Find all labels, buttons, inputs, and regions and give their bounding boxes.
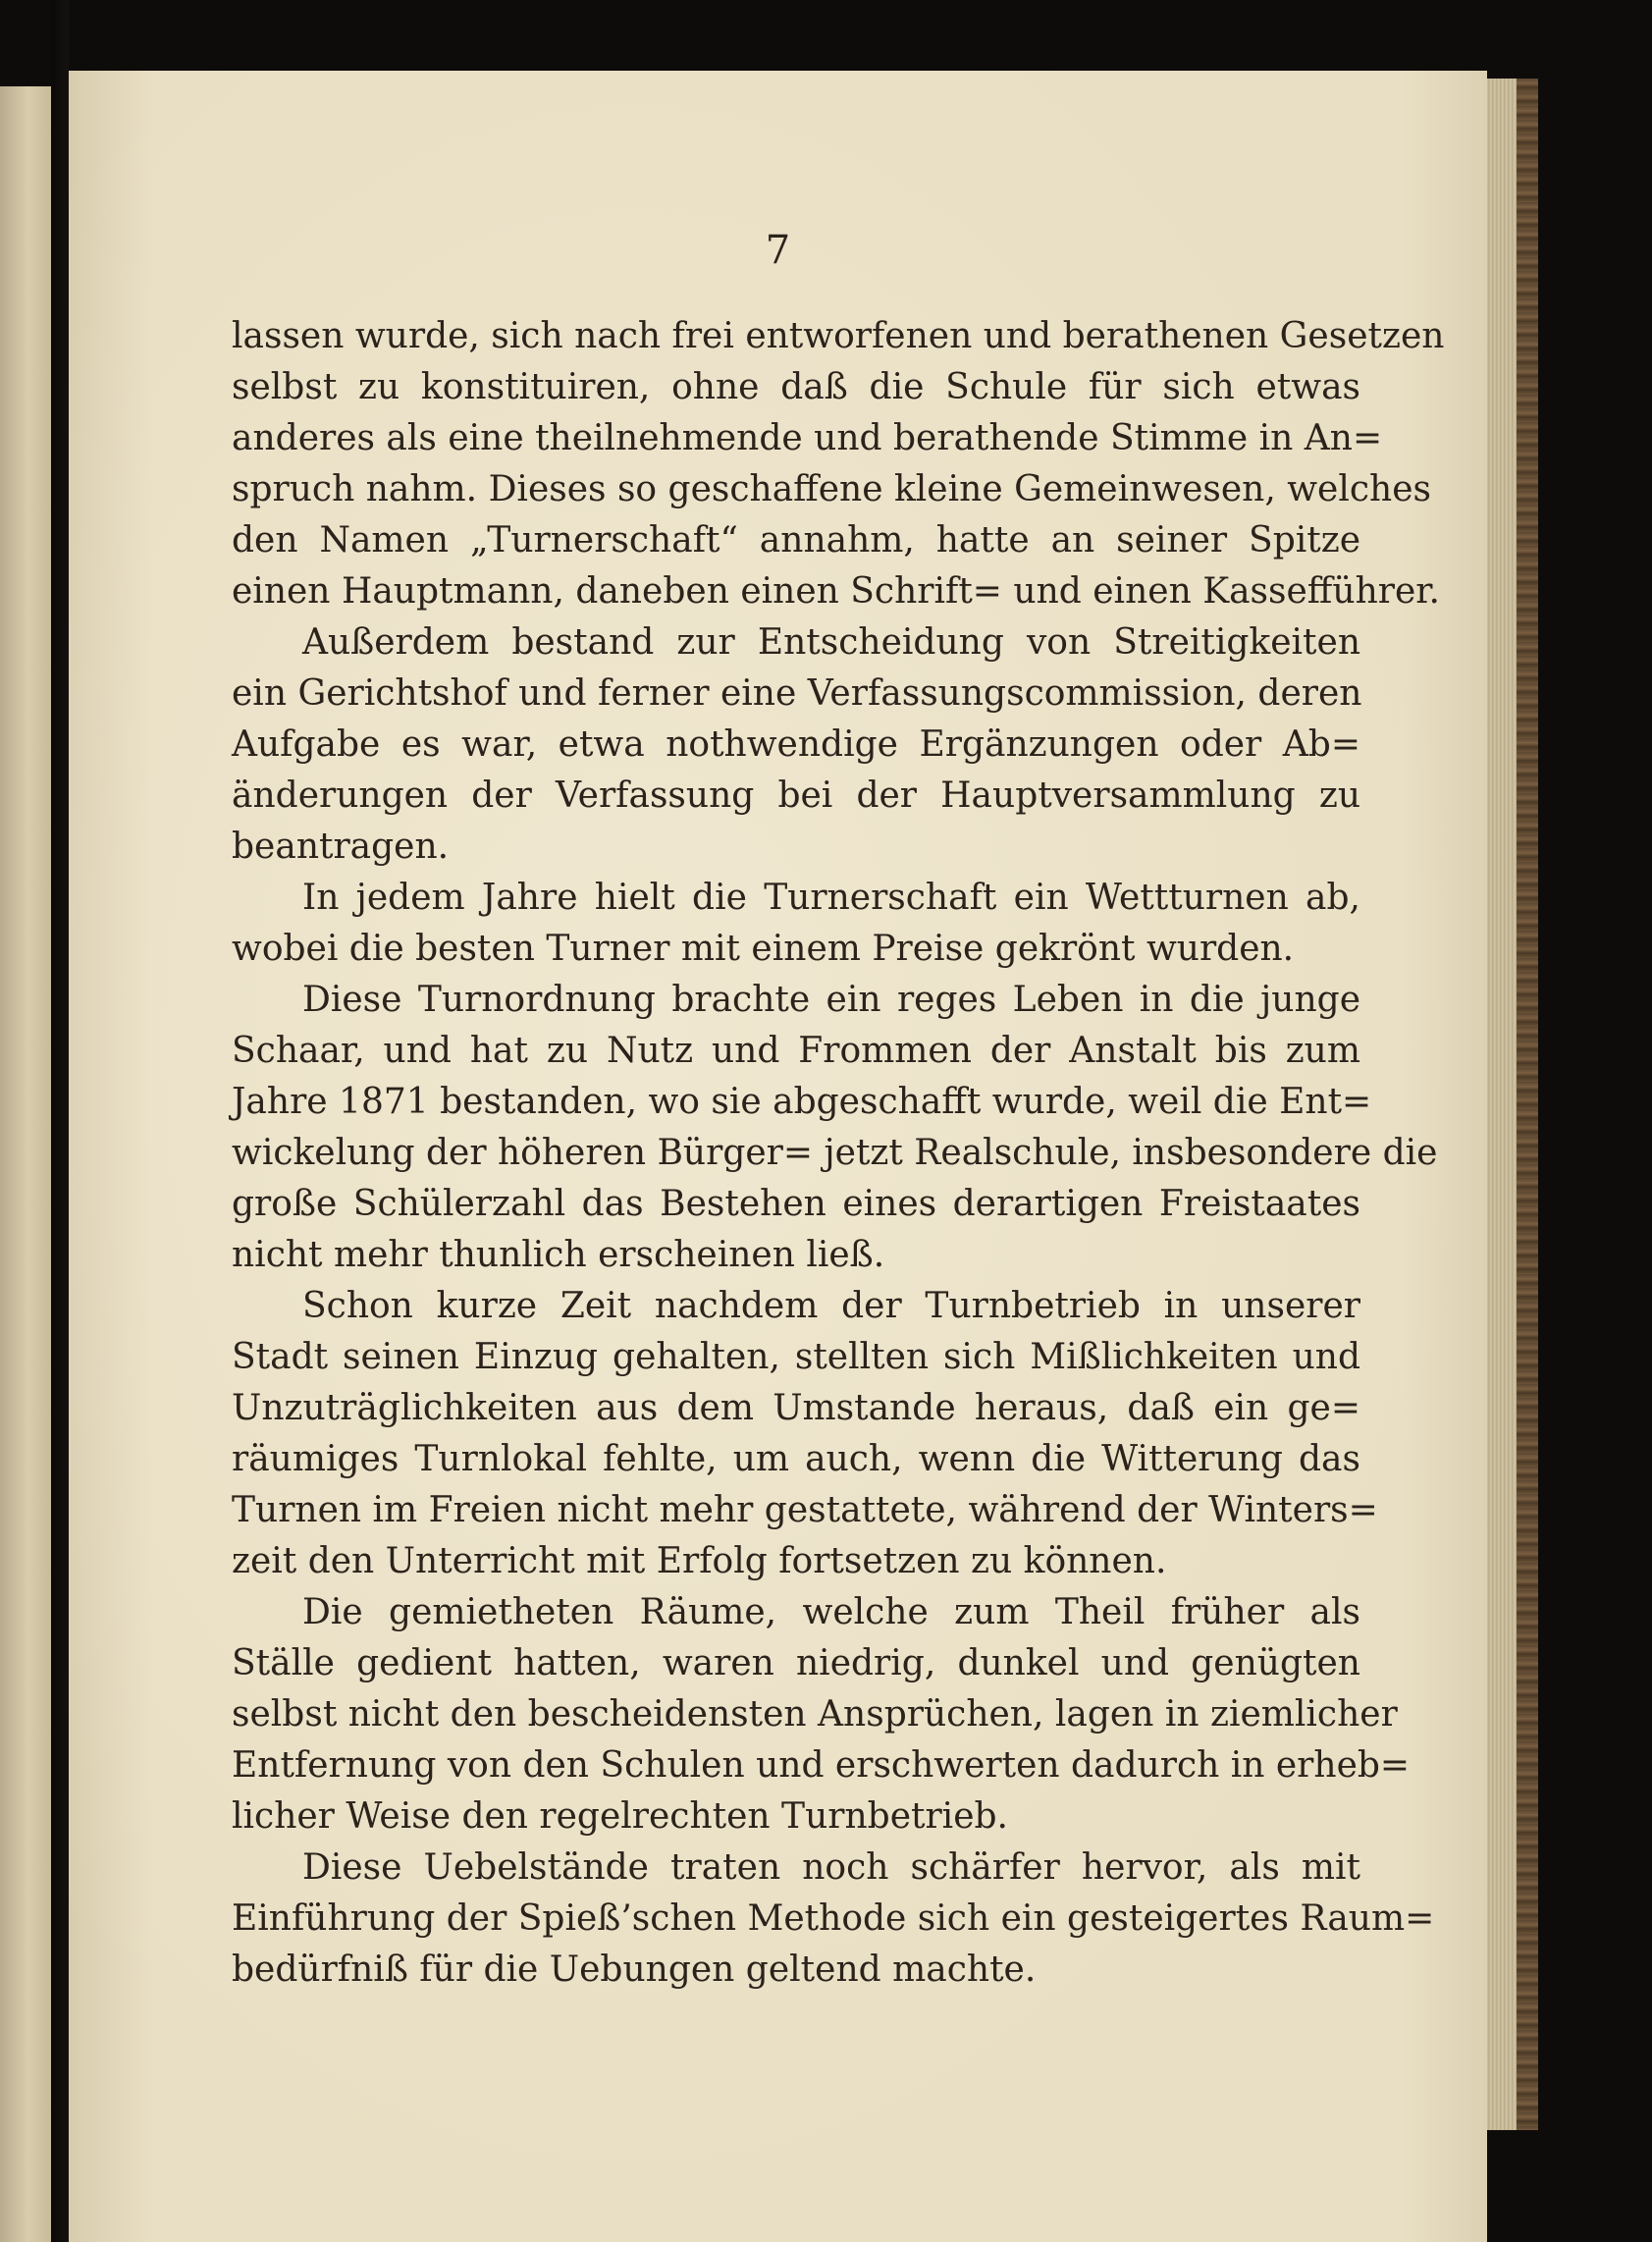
book-binding: [1517, 79, 1538, 2130]
text-line: ein Gerichtshof und ferner eine Verfassungscommission, deren: [232, 673, 1362, 714]
body-text: [232, 311, 1445, 1996]
text-line: wickelung der höheren Bürger= jetzt Realschule, insbesondere die: [232, 1133, 1438, 1173]
paragraph: [232, 873, 1360, 975]
text-line: beantragen.: [232, 827, 450, 867]
text-line: In jedem Jahre hielt die Turnerschaft ein Wettturnen ab,: [302, 878, 1360, 918]
text-line: Aufgabe es war, etwa nothwendige Ergänzungen oder Ab=: [232, 724, 1360, 765]
text-line: Außerdem bestand zur Entscheidung von Streitigkeiten: [302, 622, 1360, 663]
text-line: Einführung der Spieß’schen Methode sich ein gesteigertes Raum=: [232, 1898, 1435, 1939]
text-line: selbst zu konstituiren, ohne daß die Schule für sich etwas: [232, 367, 1360, 407]
text-line: einen Hauptmann, daneben einen Schrift= und einen Kassefführer.: [232, 571, 1440, 612]
text-line: zeit den Unterricht mit Erfolg fortsetzen zu können.: [232, 1541, 1167, 1581]
text-line: licher Weise den regelrechten Turnbetrieb.: [232, 1796, 1008, 1837]
book-gutter: [51, 0, 69, 2242]
text-line: Stadt seinen Einzug gehalten, stellten sich Mißlichkeiten und: [232, 1337, 1360, 1377]
text-line: anderes als eine theilnehmende und berathende Stimme in An=: [232, 418, 1383, 458]
text-line: Schaar, und hat zu Nutz und Frommen der Anstalt bis zum: [232, 1031, 1360, 1071]
text-line: Turnen im Freien nicht mehr gestattete, während der Winters=: [232, 1490, 1378, 1530]
left-page-edge: [0, 86, 51, 2242]
text-line: spruch nahm. Dieses so geschaffene kleine Gemeinwesen, welches: [232, 469, 1431, 509]
book-page: [69, 71, 1487, 2242]
paragraph: [232, 1281, 1378, 1587]
text-line: Schon kurze Zeit nachdem der Turnbetrieb in unserer: [302, 1286, 1360, 1326]
text-line: Diese Uebelstände traten noch schärfer hervor, als mit: [302, 1847, 1360, 1888]
text-line: den Namen „Turnerschaft“ annahm, hatte an seiner Spitze: [232, 520, 1360, 560]
text-line: große Schülerzahl das Bestehen eines derartigen Freistaates: [232, 1184, 1360, 1224]
text-line: Diese Turnordnung brachte ein reges Leben in die junge: [302, 980, 1360, 1020]
paragraph: [232, 311, 1445, 617]
paragraph: [232, 975, 1438, 1281]
text-line: Unzuträglichkeiten aus dem Umstande heraus, daß ein ge=: [232, 1388, 1360, 1428]
text-line: Entfernung von den Schulen und erschwerten dadurch in erheb=: [232, 1745, 1411, 1786]
text-line: änderungen der Verfassung bei der Hauptversammlung zu: [232, 775, 1360, 816]
text-line: Jahre 1871 bestanden, wo sie abgeschafft wurde, weil die Ent=: [232, 1082, 1372, 1122]
text-line: nicht mehr thunlich erscheinen ließ.: [232, 1235, 885, 1275]
text-line: Die gemietheten Räume, welche zum Theil früher als: [302, 1592, 1360, 1632]
page-number: 7: [765, 228, 791, 273]
paragraph: [232, 1842, 1435, 1996]
paragraph: [232, 1587, 1411, 1842]
text-line: Ställe gedient hatten, waren niedrig, dunkel und genügten: [232, 1643, 1360, 1683]
text-line: selbst nicht den bescheidensten Ansprüchen, lagen in ziemlicher: [232, 1694, 1398, 1735]
paragraph: [232, 617, 1360, 873]
text-line: lassen wurde, sich nach frei entworfenen und berathenen Gesetzen: [232, 316, 1445, 356]
text-line: räumiges Turnlokal fehlte, um auch, wenn die Witterung das: [232, 1439, 1360, 1479]
page-stack-edge: [1487, 79, 1517, 2130]
text-line: bedürfniß für die Uebungen geltend machte.: [232, 1949, 1037, 1990]
text-line: wobei die besten Turner mit einem Preise gekrönt wurden.: [232, 929, 1295, 969]
